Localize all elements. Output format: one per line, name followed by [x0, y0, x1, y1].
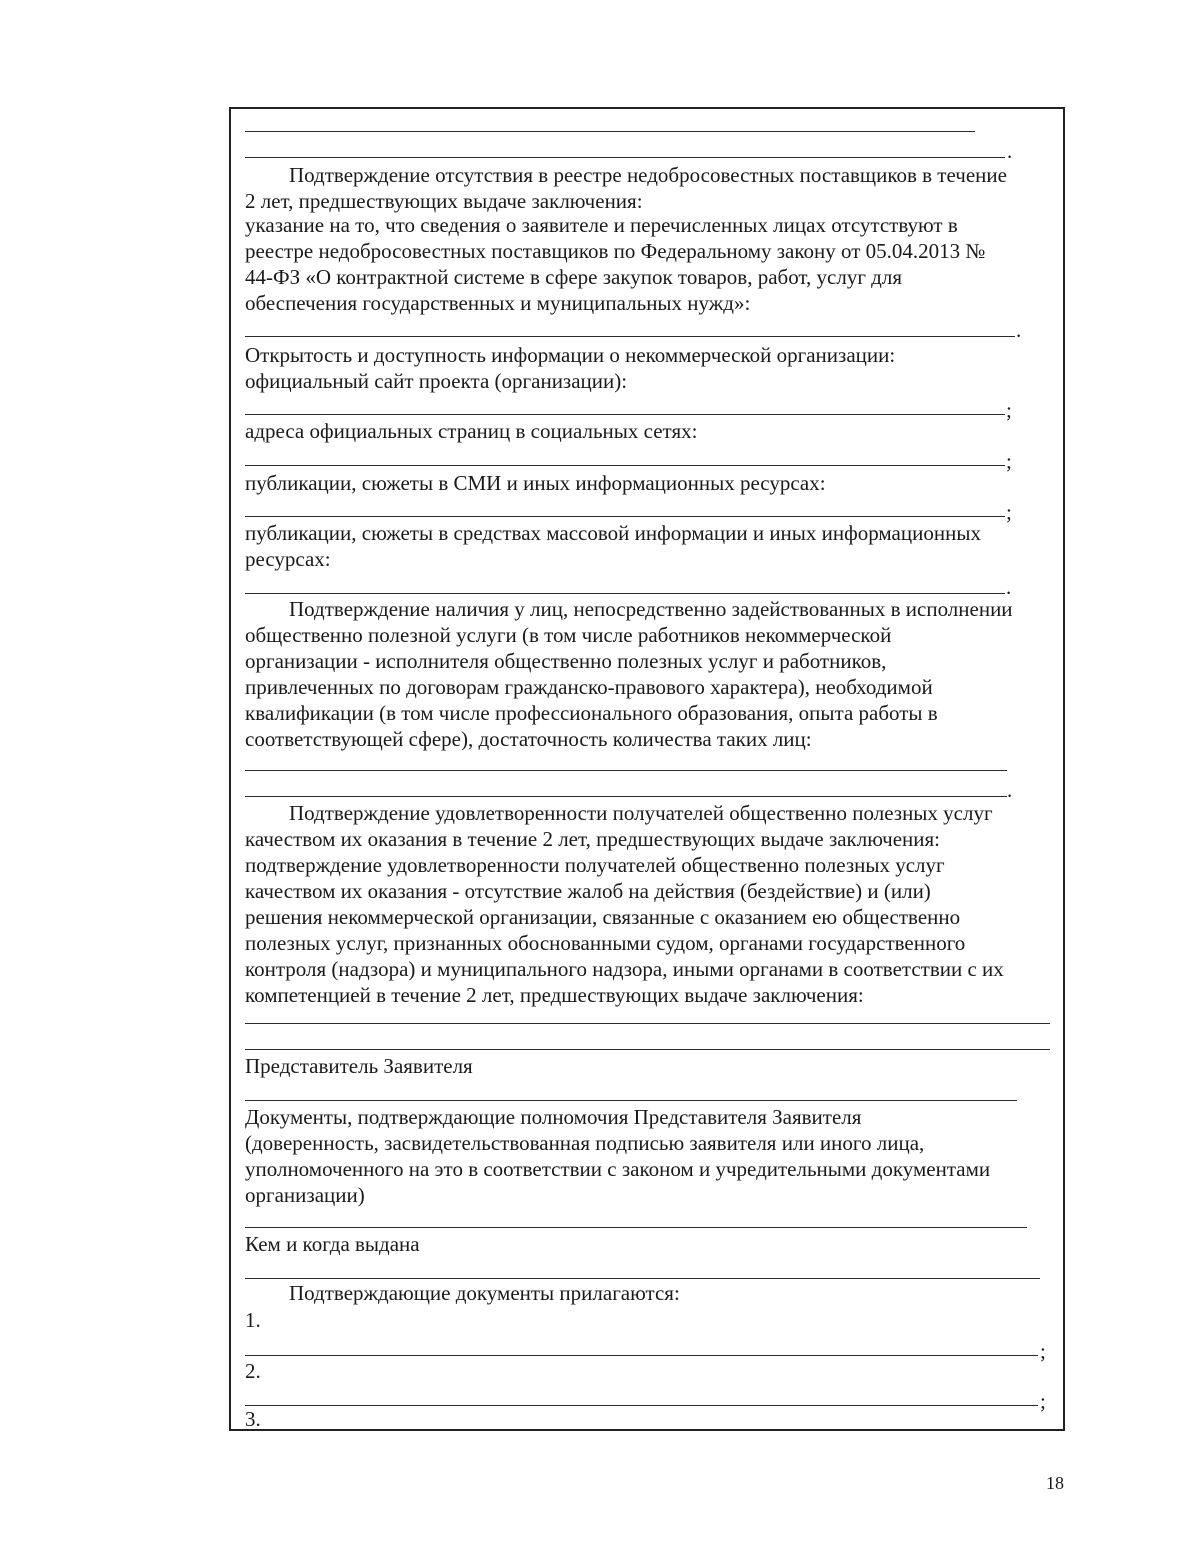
qualification-paragraph: Подтверждение наличия у лиц, непосредственно задействованных в исполнении общественно полезной услуги (в том числе работников некоммерческой организации - исполнителя общественно полезных услуг и работников, привлеченных по договорам гражданско-правового характера), необходимой квалификации (в том числе профессионального образования, опыта работы в соответствующей сфере), достаточность количества таких лиц: — [245, 597, 1013, 751]
fill-line[interactable] — [245, 336, 1015, 337]
attachment-item: 3. — [245, 1407, 261, 1431]
blacklist-heading: Подтверждение отсутствия в реестре недобросовестных поставщиков в течение 2 лет, предшествующих выдаче заключения: — [245, 163, 1007, 213]
line-end-semicolon: ; — [1040, 1389, 1046, 1413]
page-number: 18 — [1046, 1473, 1064, 1493]
line-end-period: . — [1016, 318, 1022, 342]
representative-docs: Документы, подтверждающие полномочия Представителя Заявителя (доверенность, засвидетельствованная подписью заявителя или иного лица, уполномоченного на это в соответствии с законом и учредительными документами организации) — [245, 1105, 991, 1207]
fill-line[interactable] — [245, 1405, 1038, 1406]
openness-heading: Открытость и доступность информации о некоммерческой организации: официальный сайт проекта (организации): — [245, 343, 896, 393]
fill-line[interactable] — [245, 770, 1007, 771]
fill-line[interactable] — [245, 593, 1005, 594]
attachment-item: 2. — [245, 1359, 261, 1383]
attachments-heading: Подтверждающие документы прилагаются: — [289, 1281, 680, 1305]
fill-line[interactable] — [245, 1355, 1038, 1356]
line-end-semicolon: ; — [1006, 398, 1012, 422]
fill-line[interactable] — [245, 1278, 1040, 1279]
line-end-semicolon: ; — [1040, 1339, 1046, 1363]
representative-label: Представитель Заявителя — [245, 1054, 473, 1078]
line-end-period: . — [1007, 778, 1013, 802]
fill-line[interactable] — [245, 516, 1005, 517]
fill-line[interactable] — [245, 414, 1005, 415]
line-end-semicolon: ; — [1006, 449, 1012, 473]
fill-line[interactable] — [245, 157, 1005, 158]
attachment-item: 1. — [245, 1308, 261, 1332]
fill-line[interactable] — [245, 131, 975, 132]
fill-line[interactable] — [245, 1023, 1050, 1024]
fill-line[interactable] — [245, 1049, 1050, 1050]
issued-label: Кем и когда выдана — [245, 1232, 420, 1256]
media-label: публикации, сюжеты в СМИ и иных информационных ресурсах: — [245, 471, 826, 495]
social-label: адреса официальных страниц в социальных сетях: — [245, 419, 698, 443]
line-end-semicolon: ; — [1006, 500, 1012, 524]
fill-line[interactable] — [245, 1100, 1017, 1101]
fill-line[interactable] — [245, 465, 1005, 466]
line-end-period: . — [1007, 139, 1013, 163]
fill-line[interactable] — [245, 796, 1007, 797]
line-end-period: . — [1006, 575, 1012, 599]
fill-line[interactable] — [245, 1227, 1027, 1228]
mass-media-label: публикации, сюжеты в средствах массовой информации и иных информационных ресурсах: — [245, 521, 981, 571]
blacklist-details: указание на то, что сведения о заявителе и перечисленных лицах отсутствуют в реестре недобросовестных поставщиков по Федеральному закону от 05.04.2013 № 44-ФЗ «О контрактной системе в сфере закупок товаров, работ, услуг для обеспечения государственных и муниципальных нужд»: — [245, 213, 986, 315]
satisfaction-paragraph: Подтверждение удовлетворенности получателей общественно полезных услуг качеством их оказания в течение 2 лет, предшествующих выдаче заключения: подтверждение удовлетворенности получателей общественно полезных услуг качеством их оказания - отсутствие жалоб на действия (бездействие) и (или) решения некоммерческой организации, связанные с оказанием ею общественно полезных услуг, признанных обоснованными судом, органами государственного контроля (надзора) и муниципального надзора, иными органами в соответствии с их компетенцией в течение 2 лет, предшествующих выдаче заключения: — [245, 801, 1004, 1007]
